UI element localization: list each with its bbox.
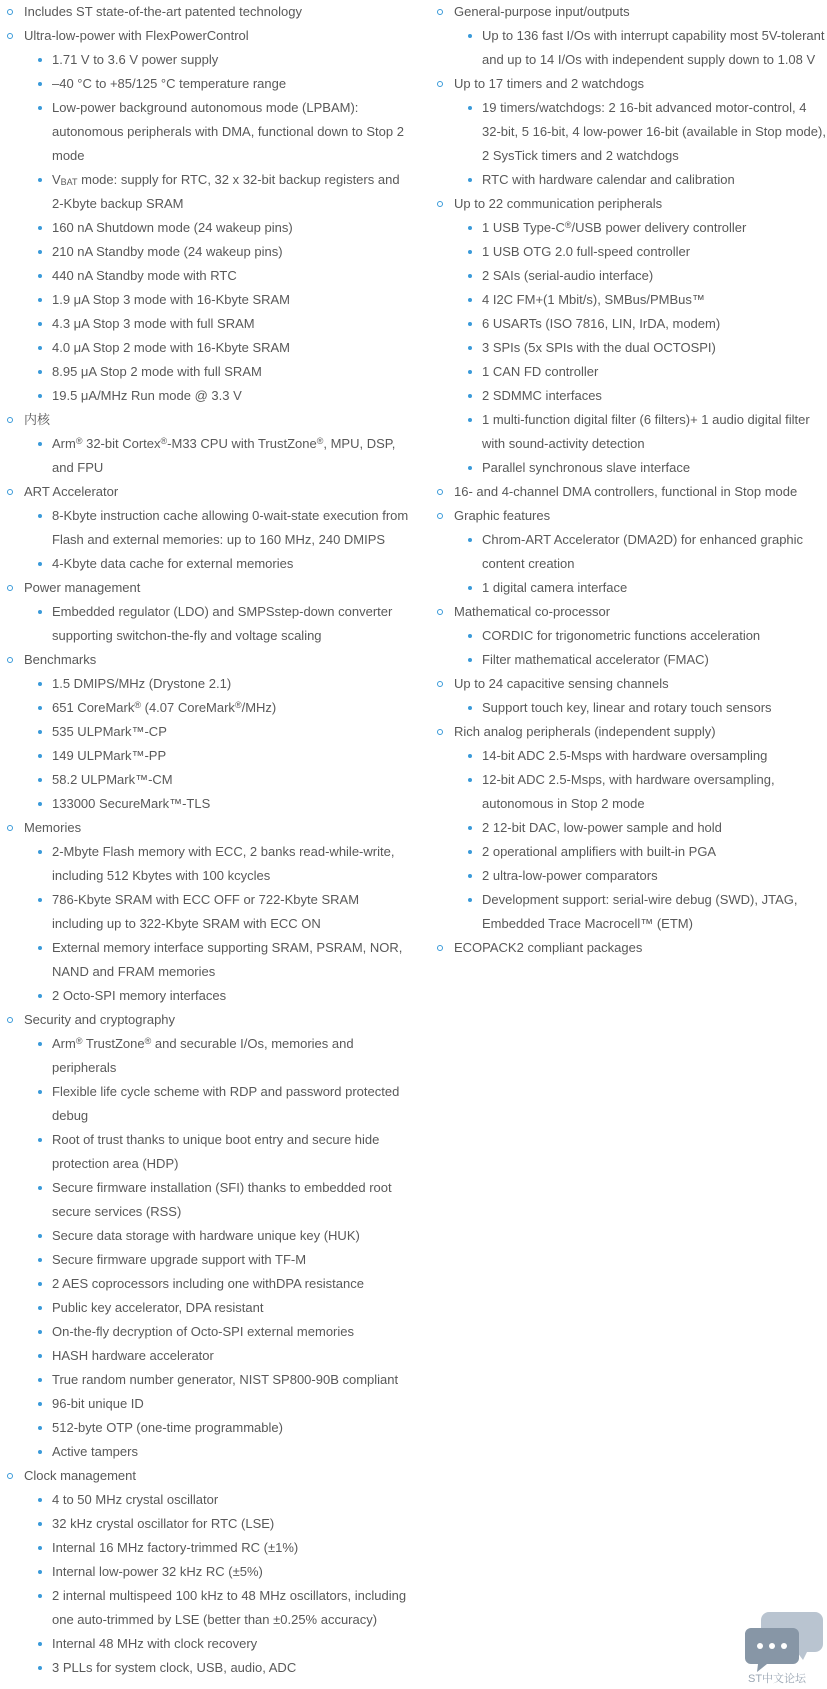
square-bullet-icon <box>468 658 472 662</box>
item-text: 651 CoreMark <box>52 700 135 715</box>
square-bullet-icon <box>38 898 42 902</box>
superscript-mark: ® <box>564 220 572 230</box>
section-title: Memories <box>24 820 82 835</box>
square-bullet-icon <box>468 754 472 758</box>
section-title: Ultra-low-power with FlexPowerControl <box>24 28 249 43</box>
item-text: and securable I/Os, memories and peripherals <box>52 1036 354 1075</box>
list-item <box>0 1536 410 1560</box>
list-item <box>0 792 410 816</box>
square-bullet-icon <box>468 586 472 590</box>
hollow-bullet-icon <box>437 201 443 207</box>
left-section-1 <box>0 24 410 48</box>
square-bullet-icon <box>38 442 42 446</box>
item-text: 2 operational amplifiers with built-in PGA <box>482 844 717 859</box>
hollow-bullet-icon <box>7 1473 13 1479</box>
item-text: Secure firmware installation (SFI) thanks to embedded root secure services (RSS) <box>52 1180 392 1219</box>
item-text: 4.0 μA Stop 2 mode with 16-Kbyte SRAM <box>52 340 290 355</box>
square-bullet-icon <box>38 1282 42 1286</box>
list-item <box>430 168 827 192</box>
list-item <box>430 360 827 384</box>
list-item <box>430 840 827 864</box>
list-item <box>0 552 410 576</box>
list-item <box>0 744 410 768</box>
list-item <box>0 72 410 96</box>
item-text: 32 kHz crystal oscillator for RTC (LSE) <box>52 1516 275 1531</box>
list-item <box>0 1512 410 1536</box>
item-text: Secure data storage with hardware unique key (HUK) <box>52 1228 360 1243</box>
square-bullet-icon <box>38 1666 42 1670</box>
list-item <box>0 888 410 936</box>
square-bullet-icon <box>38 802 42 806</box>
list-item <box>0 1392 410 1416</box>
square-bullet-icon <box>38 562 42 566</box>
square-bullet-icon <box>468 850 472 854</box>
item-text: 96-bit unique ID <box>52 1396 144 1411</box>
list-item <box>430 624 827 648</box>
item-text: Active tampers <box>52 1444 138 1459</box>
item-text: 210 nA Standby mode (24 wakeup pins) <box>52 244 283 259</box>
square-bullet-icon <box>468 898 472 902</box>
item-text: Development support: serial-wire debug (SWD), JTAG, Embedded Trace Macrocell™ (ETM) <box>482 892 798 931</box>
item-text: Internal 48 MHz with clock recovery <box>52 1636 258 1651</box>
section-title: Up to 22 communication peripherals <box>454 196 663 211</box>
right-feature-list <box>430 0 827 960</box>
list-item <box>0 984 410 1008</box>
superscript-mark: ® <box>75 436 83 446</box>
item-text: 2 Octo-SPI memory interfaces <box>52 988 227 1003</box>
item-text: External memory interface supporting SRAM, PSRAM, NOR, NAND and FRAM memories <box>52 940 403 979</box>
item-text: 160 nA Shutdown mode (24 wakeup pins) <box>52 220 293 235</box>
feature-list-right <box>430 0 827 960</box>
list-item <box>0 1440 410 1464</box>
list-item <box>0 48 410 72</box>
square-bullet-icon <box>38 1090 42 1094</box>
square-bullet-icon <box>468 346 472 350</box>
list-item <box>0 264 410 288</box>
item-text: 32-bit Cortex <box>82 436 161 451</box>
list-item <box>430 696 827 720</box>
list-item <box>0 1224 410 1248</box>
list-item <box>0 1632 410 1656</box>
hollow-bullet-icon <box>437 9 443 15</box>
square-bullet-icon <box>38 850 42 854</box>
square-bullet-icon <box>468 370 472 374</box>
hollow-bullet-icon <box>7 9 13 15</box>
watermark-text: ST中文论坛 <box>748 1673 807 1685</box>
list-item <box>0 1320 410 1344</box>
square-bullet-icon <box>38 706 42 710</box>
left-section-8 <box>0 1464 410 1488</box>
list-item <box>430 528 827 576</box>
left-section-2 <box>0 408 410 432</box>
hollow-bullet-icon <box>437 513 443 519</box>
square-bullet-icon <box>38 730 42 734</box>
square-bullet-icon <box>38 1570 42 1574</box>
list-item <box>430 816 827 840</box>
right-section-1 <box>430 72 827 96</box>
square-bullet-icon <box>38 82 42 86</box>
list-item <box>0 240 410 264</box>
square-bullet-icon <box>468 538 472 542</box>
item-text: 6 USARTs (ISO 7816, LIN, IrDA, modem) <box>482 316 721 331</box>
item-text: 2-Mbyte Flash memory with ECC, 2 banks read-while-write, including 512 Kbytes with 100 kcycles <box>52 844 395 883</box>
square-bullet-icon <box>468 466 472 470</box>
superscript-mark: ® <box>144 1036 152 1046</box>
square-bullet-icon <box>468 226 472 230</box>
item-text: 2 ultra-low-power comparators <box>482 868 658 883</box>
square-bullet-icon <box>468 274 472 278</box>
square-bullet-icon <box>38 754 42 758</box>
square-bullet-icon <box>38 298 42 302</box>
item-text: 1.9 μA Stop 3 mode with 16-Kbyte SRAM <box>52 292 290 307</box>
list-item <box>430 336 827 360</box>
superscript-mark: ® <box>160 436 168 446</box>
list-item <box>430 648 827 672</box>
square-bullet-icon <box>468 298 472 302</box>
item-text: 2 SDMMC interfaces <box>482 388 602 403</box>
list-item <box>0 1032 410 1080</box>
item-text: (4.07 CoreMark <box>141 700 235 715</box>
item-text: 535 ULPMark™-CP <box>52 724 167 739</box>
square-bullet-icon <box>468 826 472 830</box>
list-item <box>0 840 410 888</box>
left-section-0 <box>0 0 410 24</box>
square-bullet-icon <box>38 778 42 782</box>
item-text: Support touch key, linear and rotary touch sensors <box>482 700 772 715</box>
item-text: Public key accelerator, DPA resistant <box>52 1300 264 1315</box>
item-text-prefix: V <box>52 172 61 187</box>
list-item <box>0 504 410 552</box>
superscript-mark: ® <box>316 436 324 446</box>
item-text: 1 multi-function digital filter (6 filters)+ 1 audio digital filter with sound-activity detection <box>482 412 810 451</box>
section-title: 内核 <box>24 412 51 427</box>
square-bullet-icon <box>38 1378 42 1382</box>
list-item <box>0 1584 410 1632</box>
square-bullet-icon <box>38 1186 42 1190</box>
item-text: HASH hardware accelerator <box>52 1348 214 1363</box>
item-text: 2 internal multispeed 100 kHz to 48 MHz oscillators, including one auto-trimmed by LSE (better than ±0.25% accuracy) <box>52 1588 407 1627</box>
list-item <box>0 1248 410 1272</box>
list-item <box>0 1416 410 1440</box>
list-item <box>430 576 827 600</box>
square-bullet-icon <box>38 370 42 374</box>
square-bullet-icon <box>38 322 42 326</box>
list-item <box>0 1560 410 1584</box>
right-section-0 <box>430 0 827 24</box>
section-title: ART Accelerator <box>24 484 119 499</box>
list-item <box>0 720 410 744</box>
square-bullet-icon <box>38 1546 42 1550</box>
hollow-bullet-icon <box>7 585 13 591</box>
list-item <box>0 1080 410 1128</box>
list-item <box>430 744 827 768</box>
item-text: Parallel synchronous slave interface <box>482 460 691 475</box>
subscript-mark: BAT <box>60 177 78 187</box>
item-text: TrustZone <box>82 1036 145 1051</box>
list-item <box>0 216 410 240</box>
right-section-3 <box>430 480 827 504</box>
square-bullet-icon <box>38 250 42 254</box>
square-bullet-icon <box>38 1642 42 1646</box>
square-bullet-icon <box>468 418 472 422</box>
list-item <box>430 96 827 168</box>
list-item <box>0 1368 410 1392</box>
section-title: Rich analog peripherals (independent supply) <box>454 724 716 739</box>
square-bullet-icon <box>468 178 472 182</box>
square-bullet-icon <box>468 106 472 110</box>
superscript-mark: ® <box>75 1036 83 1046</box>
list-item <box>0 768 410 792</box>
square-bullet-icon <box>468 874 472 878</box>
list-item <box>0 696 410 720</box>
list-item <box>430 24 827 72</box>
list-item <box>430 768 827 816</box>
list-item <box>430 216 827 240</box>
item-text: 512-byte OTP (one-time programmable) <box>52 1420 283 1435</box>
square-bullet-icon <box>38 514 42 518</box>
square-bullet-icon <box>468 322 472 326</box>
list-item <box>0 1128 410 1176</box>
square-bullet-icon <box>38 1258 42 1262</box>
hollow-bullet-icon <box>7 825 13 831</box>
square-bullet-icon <box>38 1594 42 1598</box>
square-bullet-icon <box>38 994 42 998</box>
square-bullet-icon <box>38 178 42 182</box>
square-bullet-icon <box>38 1402 42 1406</box>
list-item <box>430 240 827 264</box>
section-title: Up to 17 timers and 2 watchdogs <box>454 76 645 91</box>
item-text: 440 nA Standby mode with RTC <box>52 268 237 283</box>
item-text: 1.71 V to 3.6 V power supply <box>52 52 219 67</box>
item-text: Internal 16 MHz factory-trimmed RC (±1%) <box>52 1540 299 1555</box>
right-section-7 <box>430 720 827 744</box>
left-section-4 <box>0 576 410 600</box>
item-text: , MPU, DSP, and FPU <box>52 436 396 475</box>
item-text: 4.3 μA Stop 3 mode with full SRAM <box>52 316 255 331</box>
right-section-8 <box>430 936 827 960</box>
item-text: 1 digital camera interface <box>482 580 628 595</box>
item-text: /MHz) <box>241 700 277 715</box>
item-text: 4-Kbyte data cache for external memories <box>52 556 294 571</box>
item-text: 1 USB OTG 2.0 full-speed controller <box>482 244 691 259</box>
hollow-bullet-icon <box>7 33 13 39</box>
item-text: 19 timers/watchdogs: 2 16-bit advanced motor-control, 4 32-bit, 5 16-bit, 4 low-power 16-bit (available in Stop mode), 2 SysTick timers and 2 watchdogs <box>482 100 826 163</box>
square-bullet-icon <box>468 706 472 710</box>
list-item <box>0 672 410 696</box>
list-item <box>430 456 827 480</box>
square-bullet-icon <box>38 1234 42 1238</box>
hollow-bullet-icon <box>437 729 443 735</box>
list-item <box>0 360 410 384</box>
section-title: Clock management <box>24 1468 136 1483</box>
item-text: Internal low-power 32 kHz RC (±5%) <box>52 1564 263 1579</box>
square-bullet-icon <box>38 946 42 950</box>
hollow-bullet-icon <box>437 81 443 87</box>
list-item <box>0 1272 410 1296</box>
hollow-bullet-icon <box>7 657 13 663</box>
item-text: Low-power background autonomous mode (LPBAM): autonomous peripherals with DMA, functional down to Stop 2 mode <box>52 100 404 163</box>
item-text: /USB power delivery controller <box>571 220 747 235</box>
list-item <box>0 168 410 216</box>
right-section-4 <box>430 504 827 528</box>
item-text: 2 AES coprocessors including one withDPA resistance <box>52 1276 364 1291</box>
item-text: 2 12-bit DAC, low-power sample and hold <box>482 820 722 835</box>
square-bullet-icon <box>38 1354 42 1358</box>
item-text: 786-Kbyte SRAM with ECC OFF or 722-Kbyte SRAM including up to 322-Kbyte SRAM with ECC ON <box>52 892 360 931</box>
left-section-6 <box>0 816 410 840</box>
list-item <box>0 1656 410 1680</box>
square-bullet-icon <box>38 106 42 110</box>
square-bullet-icon <box>38 1042 42 1046</box>
section-title: Security and cryptography <box>24 1012 176 1027</box>
section-title: Mathematical co-processor <box>454 604 611 619</box>
list-item <box>430 264 827 288</box>
item-text: 1 CAN FD controller <box>482 364 599 379</box>
list-item <box>0 432 410 480</box>
square-bullet-icon <box>38 1450 42 1454</box>
hollow-bullet-icon <box>437 489 443 495</box>
left-feature-list <box>0 0 410 1680</box>
item-text: 133000 SecureMark™-TLS <box>52 796 211 811</box>
section-title: Power management <box>24 580 141 595</box>
item-text: RTC with hardware calendar and calibration <box>482 172 735 187</box>
list-item <box>0 1176 410 1224</box>
item-text: -M33 CPU with TrustZone <box>167 436 317 451</box>
item-text: –40 °C to +85/125 °C temperature range <box>52 76 287 91</box>
left-section-5 <box>0 648 410 672</box>
right-section-2 <box>430 192 827 216</box>
hollow-bullet-icon <box>7 1017 13 1023</box>
section-title: Includes ST state-of-the-art patented technology <box>24 4 302 19</box>
square-bullet-icon <box>38 610 42 614</box>
item-text: On-the-fly decryption of Octo-SPI external memories <box>52 1324 355 1339</box>
list-item <box>430 288 827 312</box>
left-section-7 <box>0 1008 410 1032</box>
item-text: 14-bit ADC 2.5-Msps with hardware oversampling <box>482 748 768 763</box>
section-title: 16- and 4-channel DMA controllers, functional in Stop mode <box>454 484 798 499</box>
hollow-bullet-icon <box>7 417 13 423</box>
item-text: 4 I2C FM+(1 Mbit/s), SMBus/PMBus™ <box>482 292 705 307</box>
square-bullet-icon <box>38 394 42 398</box>
left-section-3 <box>0 480 410 504</box>
item-text: 8.95 μA Stop 2 mode with full SRAM <box>52 364 262 379</box>
right-section-6 <box>430 672 827 696</box>
item-text: Arm <box>52 436 76 451</box>
item-text: Secure firmware upgrade support with TF-M <box>52 1252 307 1267</box>
square-bullet-icon <box>38 1330 42 1334</box>
right-section-5 <box>430 600 827 624</box>
feature-list-left <box>0 0 410 1680</box>
list-item <box>430 384 827 408</box>
square-bullet-icon <box>38 1522 42 1526</box>
item-text: 3 PLLs for system clock, USB, audio, ADC <box>52 1660 297 1675</box>
section-title: Benchmarks <box>24 652 97 667</box>
square-bullet-icon <box>38 226 42 230</box>
item-text: Chrom-ART Accelerator (DMA2D) for enhanced graphic content creation <box>482 532 804 571</box>
list-item <box>0 1296 410 1320</box>
list-item <box>0 288 410 312</box>
item-text: 19.5 μA/MHz Run mode @ 3.3 V <box>52 388 242 403</box>
item-text: Embedded regulator (LDO) and SMPSstep-down converter supporting switchon-the-fly and voltage scaling <box>52 604 393 643</box>
section-title: General-purpose input/outputs <box>454 4 630 19</box>
item-text: 12-bit ADC 2.5-Msps, with hardware oversampling, autonomous in Stop 2 mode <box>482 772 775 811</box>
square-bullet-icon <box>468 778 472 782</box>
square-bullet-icon <box>38 1306 42 1310</box>
list-item <box>0 96 410 168</box>
square-bullet-icon <box>38 682 42 686</box>
square-bullet-icon <box>468 250 472 254</box>
square-bullet-icon <box>38 346 42 350</box>
item-text: Arm <box>52 1036 76 1051</box>
item-text: 2 SAIs (serial-audio interface) <box>482 268 654 283</box>
list-item <box>0 336 410 360</box>
item-text: 1 USB Type-C <box>482 220 565 235</box>
item-text: 1.5 DMIPS/MHz (Drystone 2.1) <box>52 676 232 691</box>
square-bullet-icon <box>38 58 42 62</box>
list-item <box>430 888 827 936</box>
list-item <box>430 408 827 456</box>
square-bullet-icon <box>468 634 472 638</box>
list-item <box>0 1344 410 1368</box>
list-item <box>0 312 410 336</box>
list-item <box>0 384 410 408</box>
item-text: 8-Kbyte instruction cache allowing 0-wait-state execution from Flash and external memories: up to 160 MHz, 240 DMIPS <box>52 508 409 547</box>
square-bullet-icon <box>38 1498 42 1502</box>
square-bullet-icon <box>468 34 472 38</box>
list-item <box>0 600 410 648</box>
item-text: True random number generator, NIST SP800-90B compliant <box>52 1372 399 1387</box>
section-title: Up to 24 capacitive sensing channels <box>454 676 669 691</box>
square-bullet-icon <box>38 274 42 278</box>
item-text: mode: supply for RTC, 32 x 32-bit backup registers and 2-Kbyte backup SRAM <box>52 172 400 211</box>
section-title: Graphic features <box>454 508 551 523</box>
item-text: Up to 136 fast I/Os with interrupt capability most 5V-tolerant and up to 14 I/Os with independent supply down to 1.08 V <box>482 28 825 67</box>
item-text: 4 to 50 MHz crystal oscillator <box>52 1492 219 1507</box>
item-text: Filter mathematical accelerator (FMAC) <box>482 652 709 667</box>
square-bullet-icon <box>38 1426 42 1430</box>
hollow-bullet-icon <box>7 489 13 495</box>
list-item <box>0 936 410 984</box>
item-text: CORDIC for trigonometric functions acceleration <box>482 628 761 643</box>
square-bullet-icon <box>468 394 472 398</box>
item-text: 149 ULPMark™-PP <box>52 748 167 763</box>
hollow-bullet-icon <box>437 681 443 687</box>
list-item <box>0 1488 410 1512</box>
section-title: ECOPACK2 compliant packages <box>454 940 643 955</box>
item-text: Flexible life cycle scheme with RDP and password protected debug <box>52 1084 400 1123</box>
hollow-bullet-icon <box>437 609 443 615</box>
square-bullet-icon <box>38 1138 42 1142</box>
superscript-mark: ® <box>134 700 142 710</box>
item-text: 58.2 ULPMark™-CM <box>52 772 173 787</box>
list-item <box>430 312 827 336</box>
item-text: 3 SPIs (5x SPIs with the dual OCTOSPI) <box>482 340 716 355</box>
superscript-mark: ® <box>234 700 242 710</box>
item-text: Root of trust thanks to unique boot entry and secure hide protection area (HDP) <box>52 1132 380 1171</box>
hollow-bullet-icon <box>437 945 443 951</box>
list-item <box>430 864 827 888</box>
